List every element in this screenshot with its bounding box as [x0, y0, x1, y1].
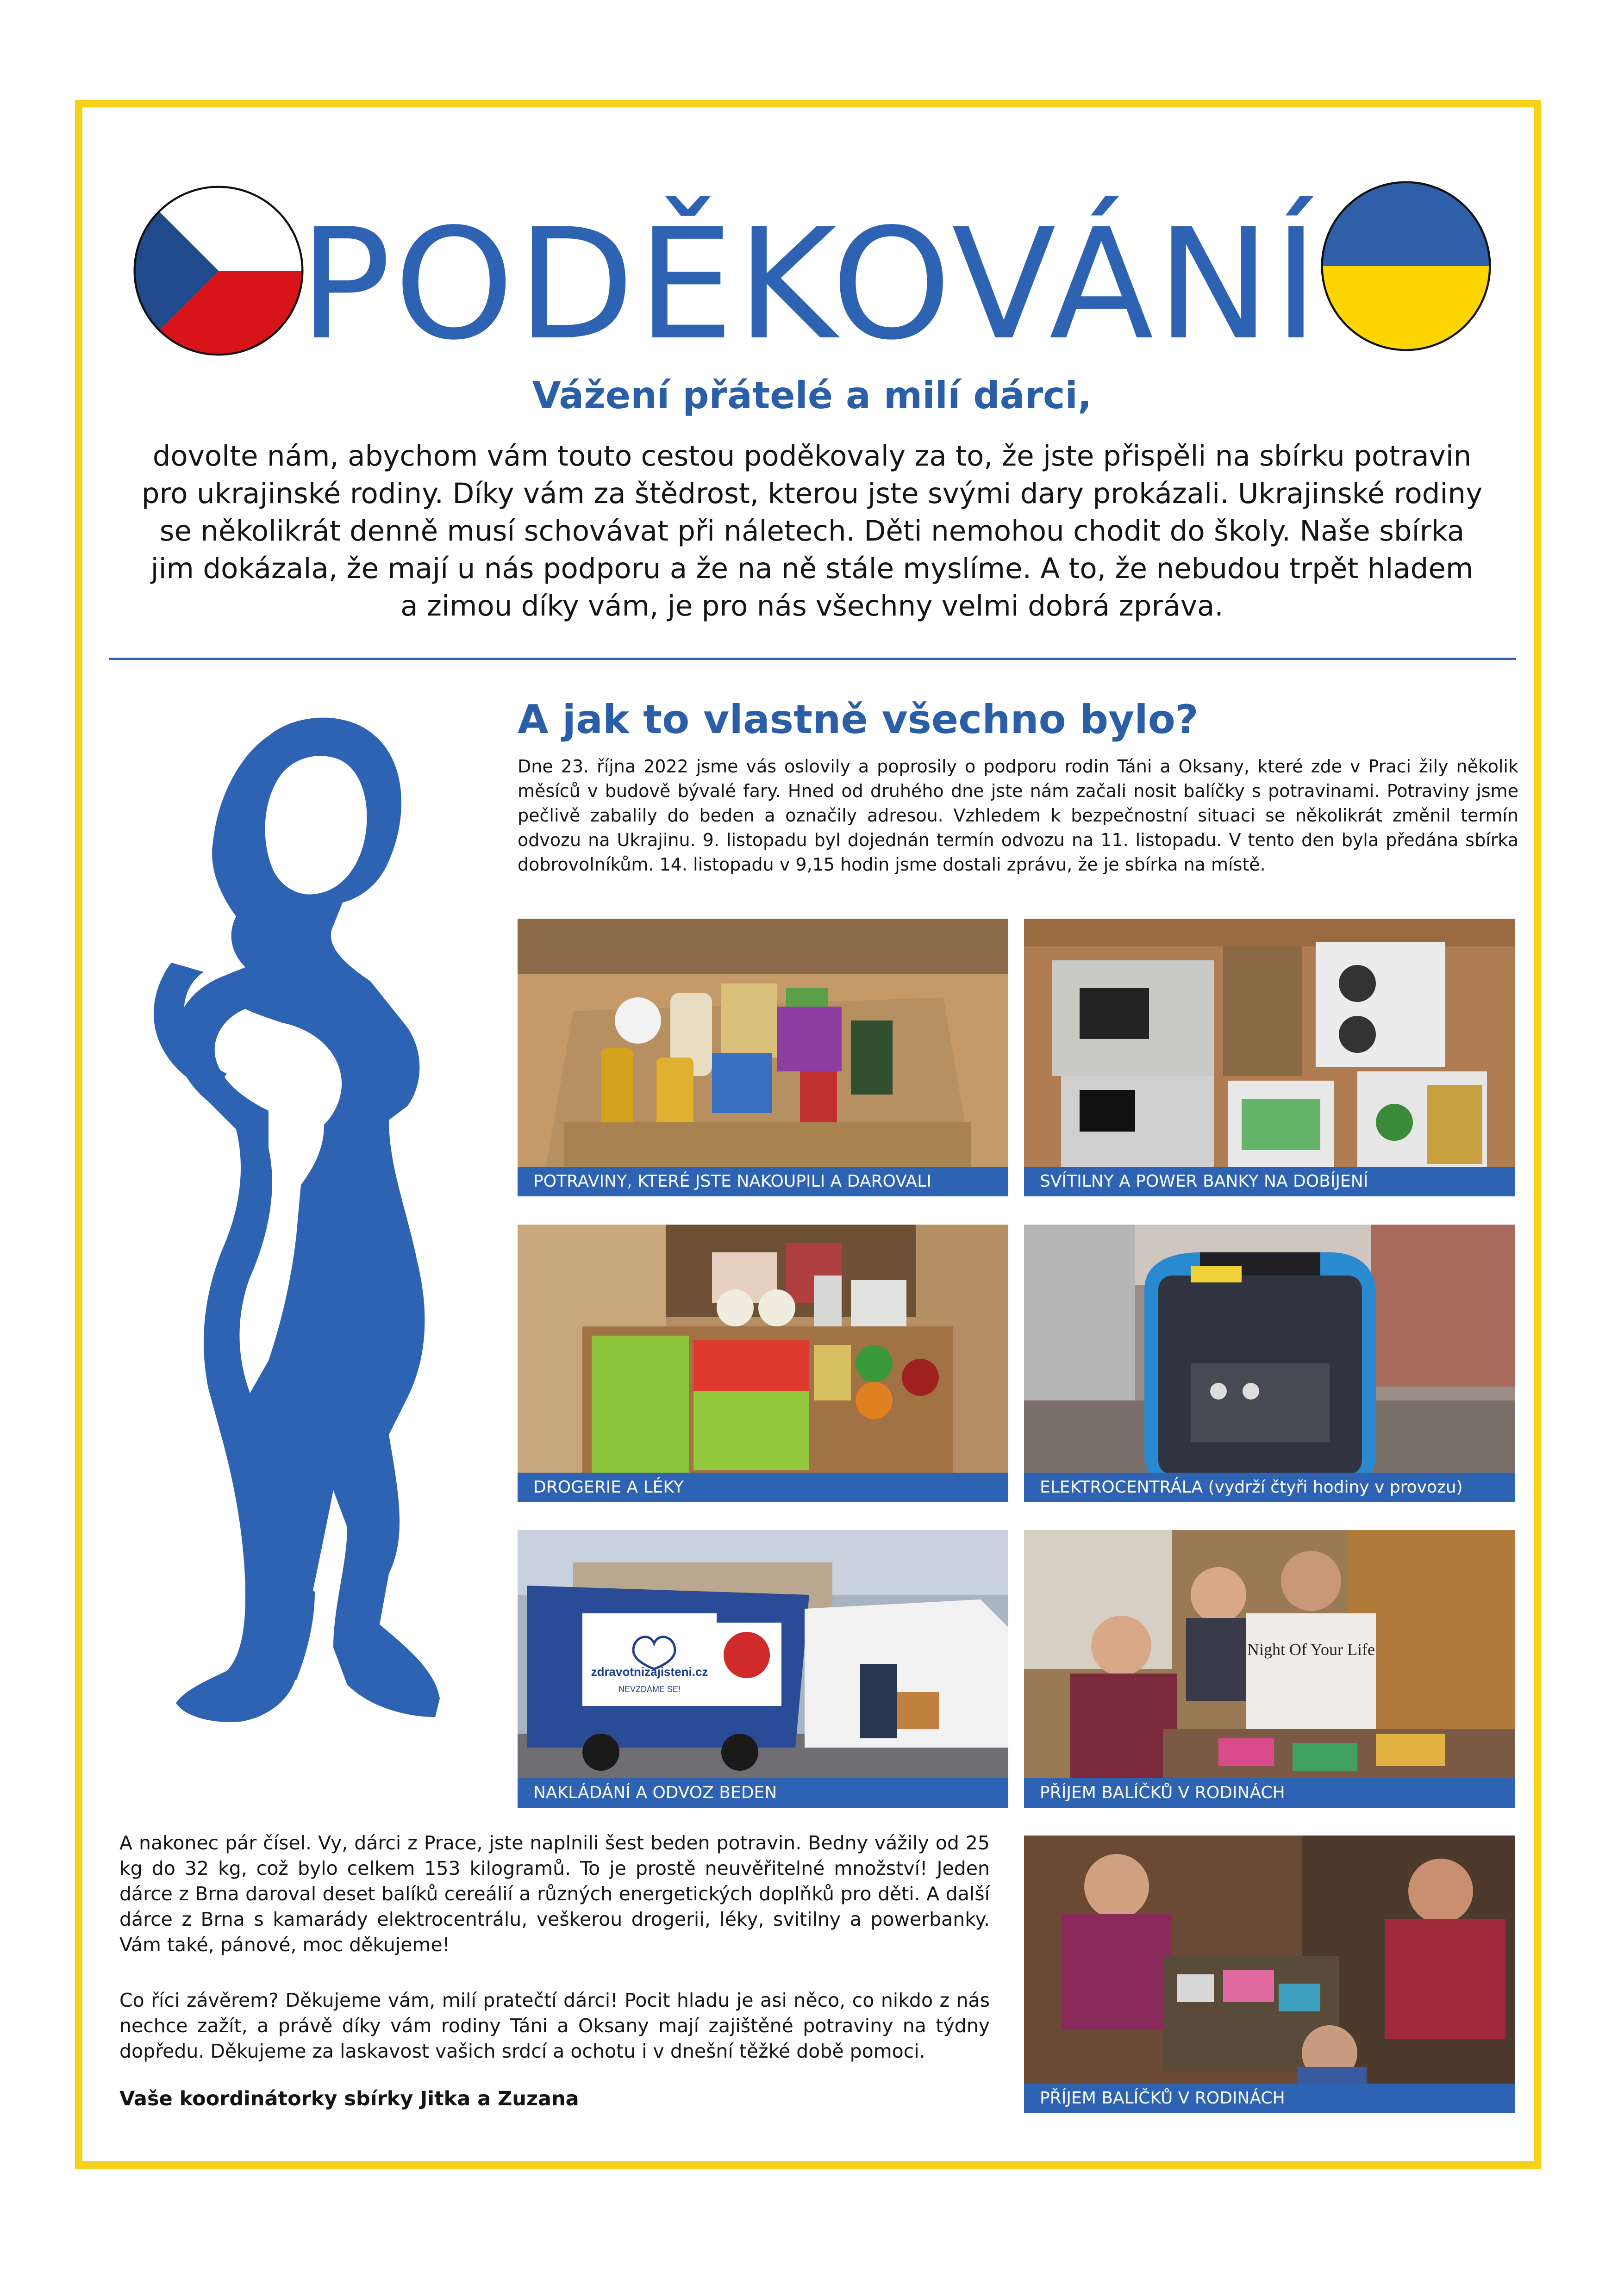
divider	[109, 658, 1516, 660]
photo-food	[518, 919, 1008, 1196]
trailer-image	[518, 1530, 1008, 1808]
food-box-image	[518, 919, 1008, 1196]
photo-toiletries	[518, 1225, 1008, 1502]
story-text: Dne 23. října 2022 jsme vás oslovily a poprosily o podporu rodin Táni a Oksany, které zde v Praci žily několik měsíců v budově bývalé fary. Hned od druhého dne jste nám začali nosit balíčky s potravinami. Potraviny jsme pečlivě zabalily do beden a označily adresou. Vzhledem k bezpečnostní situaci se několikrát změnil termín odvozu na Ukrajinu. 9. listopadu byl dojednán termín odvozu na 11. listopadu. V tento den byla předána sbírka dobrovolníkům. 14. listopadu v 9,15 hodin jsme dostali zprávu, že je sbírka na místě.	[518, 756, 1518, 875]
closing-text: Co říci závěrem? Děkujeme vám, milí pratečtí dárci! Pocit hladu je asi něco, co nikdo z nás nechce zažít, a právě díky vám rodiny Táni a Oksany mají zajištěné potraviny na týdny dopředu. Děkujeme za laskavost vašich srdcí a ochotu i v dnešní těžké době pomoci.	[119, 1989, 990, 2062]
photo-family-1	[1024, 1530, 1515, 1808]
photo-caption: POTRAVINY, KTERÉ JSTE NAKOUPILI A DAROVALI	[518, 1167, 1008, 1196]
numbers-text: A nakonec pár čísel. Vy, dárci z Prace, jste naplnili šest beden potravin. Bedny vážily od 25 kg do 32 kg, což bylo celkem 153 kilogramů. To je prostě neuvěřitelné množství! Jeden dárce z Brna daroval deset balíků cereálií a různých energetických doplňků pro děti. A další dárce z Brna s kamarády elektrocentrálu, veškerou drogerii, léky, svitilny a powerbanky. Vám také, pánové, moc děkujeme!	[119, 1832, 990, 1956]
family-image	[1024, 1530, 1515, 1808]
page-title: PODĚKOVÁNÍ	[299, 196, 1322, 373]
ukraine-flag-icon	[1320, 180, 1492, 352]
photo-caption: PŘÍJEM BALÍČKŮ V RODINÁCH	[1024, 1778, 1515, 1808]
photo-caption: DROGERIE A LÉKY	[518, 1473, 1008, 1502]
photo-family-2	[1024, 1836, 1515, 2113]
mother-child-illustration	[130, 703, 444, 1731]
shirt-text: Night Of Your Life	[1247, 1640, 1375, 1659]
signature: Vaše koordinátorky sbírky Jitka a Zuzana	[119, 2087, 579, 2110]
photo-caption: SVÍTILNY A POWER BANKY NA DOBÍJENÍ	[1024, 1167, 1515, 1196]
family-image-2	[1024, 1836, 1515, 2113]
photo-caption: NAKLÁDÁNÍ A ODVOZ BEDEN	[518, 1778, 1008, 1808]
photo-generator	[1024, 1225, 1515, 1502]
photo-lamps	[1024, 919, 1515, 1196]
photo-caption: ELEKTROCENTRÁLA (vydrží čtyři hodiny v provozu)	[1024, 1473, 1515, 1502]
section-heading: A jak to vlastně všechno bylo?	[518, 697, 1199, 743]
trailer-sign-text: zdravotnizajisteni.cz	[591, 1665, 708, 1679]
greeting: Vážení přátelé a milí dárci,	[532, 374, 1092, 417]
photo-caption: PŘÍJEM BALÍČKŮ V RODINÁCH	[1024, 2084, 1515, 2113]
lamps-image	[1024, 919, 1515, 1196]
trailer-sign-subtext: NEVZDÁME SE!	[618, 1685, 681, 1694]
generator-image	[1024, 1225, 1515, 1502]
toiletries-image	[518, 1225, 1008, 1502]
intro-text: dovolte nám, abychom vám touto cestou poděkovaly za to, že jste přispěli na sbírku potravin pro ukrajinské rodiny. Díky vám za štědrost, kterou jste svými dary prokázali. Ukrajinské rodiny se několikrát denně musí schovávat při náletech. Děti nemohou chodit do školy. Naše sbírka jim dokázala, že mají u nás podporu a že na ně stále myslíme. A to, že nebudou trpět hladem a zimou díky vám, je pro nás všechny velmi dobrá zpráva.	[141, 440, 1483, 622]
photo-loading	[518, 1530, 1008, 1808]
